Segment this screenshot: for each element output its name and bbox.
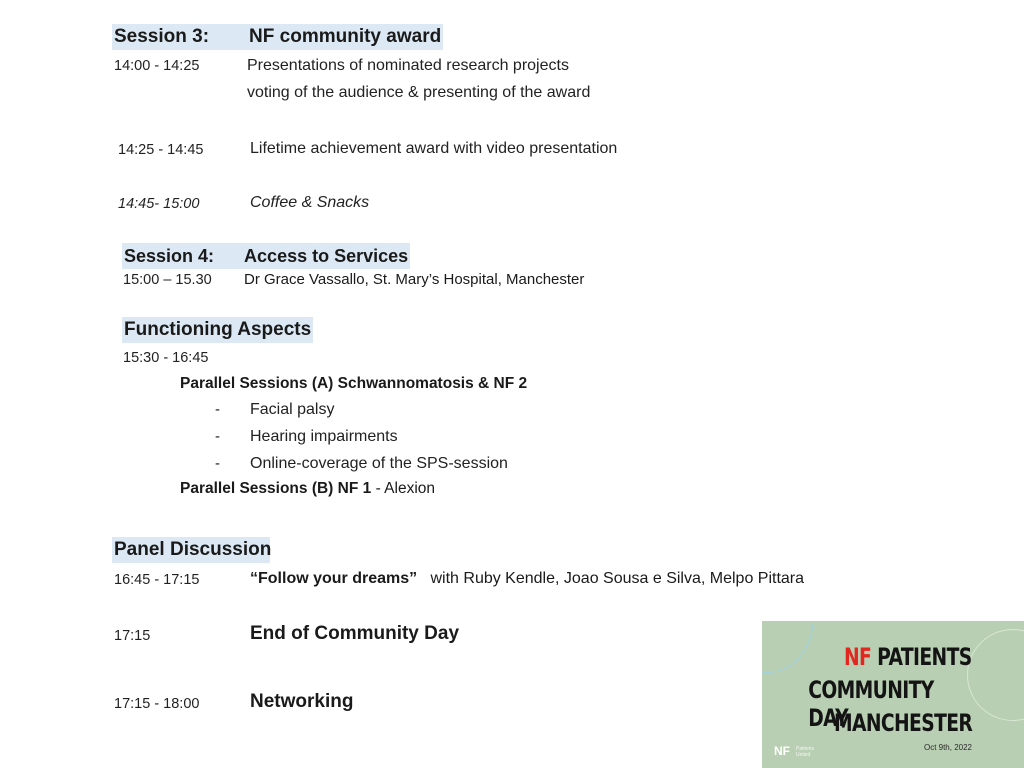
parallel-session-b-title: Parallel Sessions (B) NF 1: [180, 480, 372, 497]
badge-line-3: MANCHESTER: [833, 709, 972, 737]
parallel-session-b: [180, 480, 435, 498]
panel-time: 16:45 - 17:15: [114, 572, 200, 588]
badge-line-2: COMMUNITY DAY: [808, 676, 934, 732]
session3-time3: 14:45- 15:00: [118, 196, 200, 212]
session4-time: 15:00 – 15.30: [123, 272, 212, 288]
list-item: [215, 455, 220, 473]
functioning-title: Functioning Aspects: [122, 317, 313, 343]
end-time: 17:15: [114, 628, 151, 644]
session3-time2: 14:25 - 14:45: [118, 142, 204, 158]
networking-title: Networking: [250, 691, 354, 712]
functioning-time: 15:30 - 16:45: [123, 350, 209, 366]
list-item-text: Online-coverage of the SPS-session: [250, 455, 508, 472]
parallel-session-b-suffix: - Alexion: [375, 480, 436, 497]
session3-title: NF community award: [249, 26, 442, 47]
session4-desc: Dr Grace Vassallo, St. Mary’s Hospital, Manchester: [244, 271, 585, 288]
session3-header: [112, 24, 443, 50]
session3-desc1a: Presentations of nominated research projects: [247, 57, 569, 74]
list-item-text: Facial palsy: [250, 401, 335, 418]
end-title: End of Community Day: [250, 623, 460, 644]
session3-label: Session 3:: [114, 26, 210, 47]
panel-title: Panel Discussion: [112, 537, 270, 563]
networking-time: 17:15 - 18:00: [114, 696, 200, 712]
list-item-text: Hearing impairments: [250, 428, 398, 445]
session4-label: Session 4:: [124, 246, 215, 266]
list-item: [215, 401, 220, 419]
list-bullet: -: [215, 428, 220, 445]
badge-nf: NF: [844, 643, 872, 671]
badge-patients: PATIENTS: [877, 643, 972, 671]
decorative-circle: [762, 621, 814, 673]
list-item: [215, 428, 220, 446]
list-bullet: -: [215, 455, 220, 472]
nf-patients-logo-text: Patients United: [796, 746, 815, 758]
session4-header: [122, 243, 410, 269]
decorative-circle: [967, 629, 1024, 721]
event-badge: [762, 621, 1024, 768]
panel-desc-line: [250, 570, 804, 588]
session3-desc2: Lifetime achievement award with video presentation: [250, 140, 618, 157]
session3-time1: 14:00 - 14:25: [114, 58, 200, 74]
parallel-session-a: Parallel Sessions (A) Schwannomatosis & NF 2: [180, 375, 528, 392]
session4-title: Access to Services: [244, 246, 409, 266]
nf-patients-logo: NF: [774, 744, 790, 758]
badge-line-1: [844, 643, 972, 671]
list-bullet: -: [215, 401, 220, 418]
session3-desc1b: voting of the audience & presenting of the award: [247, 84, 591, 101]
panel-desc: with Ruby Kendle, Joao Sousa e Silva, Melpo Pittara: [430, 570, 805, 587]
badge-date: Oct 9th, 2022: [923, 743, 972, 752]
session3-desc3: Coffee & Snacks: [250, 194, 370, 211]
panel-quote: “Follow your dreams”: [250, 570, 418, 587]
